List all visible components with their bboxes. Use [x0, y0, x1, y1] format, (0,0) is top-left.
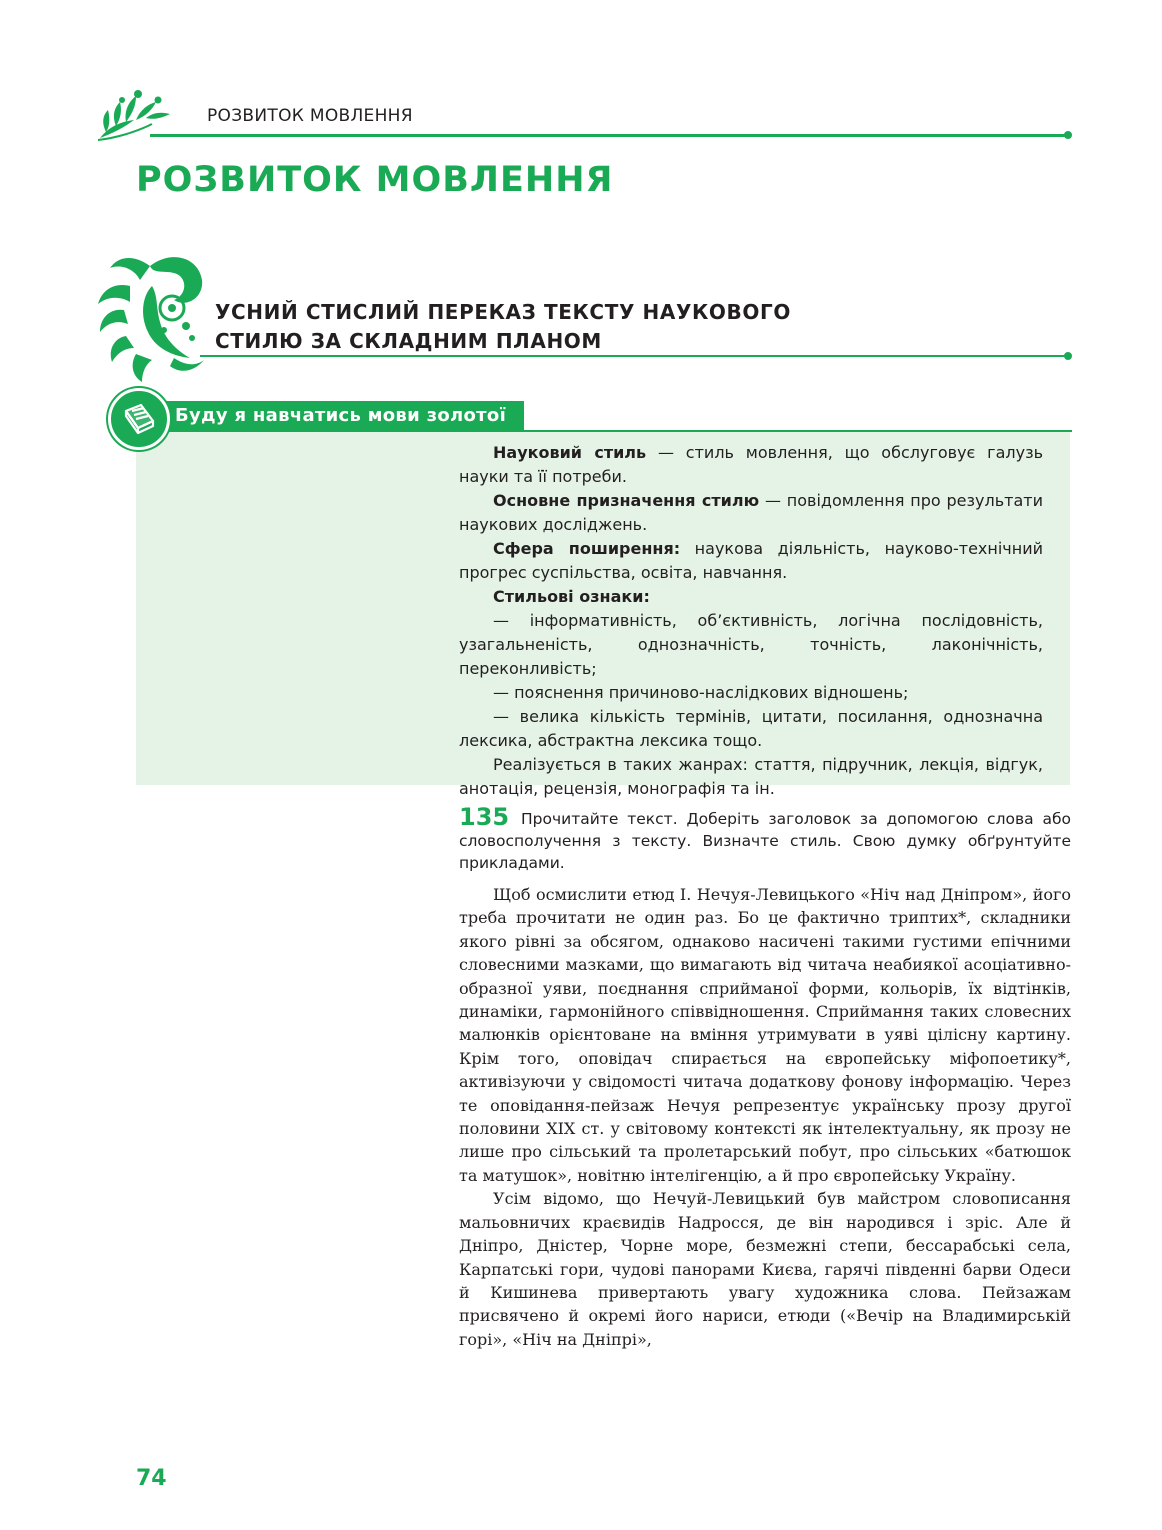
rule-paragraph [459, 585, 1043, 609]
section-title: РОЗВИТОК МОВЛЕННЯ [136, 160, 614, 200]
book-icon [108, 388, 170, 450]
rule-term: Сфера поширення: [493, 539, 681, 558]
rule-paragraph [459, 537, 1043, 585]
rule-list-item: — пояснення причиново-наслідкових відношень; [493, 683, 909, 702]
rule-term: Основне призначення стилю [493, 491, 760, 510]
page-number: 74 [136, 1466, 167, 1491]
rule-definition: наукова діяльність, науково-технічний прогрес суспільства, освіта, навчання. [459, 539, 1043, 582]
topic-divider [200, 355, 1068, 357]
rule-paragraph [459, 489, 1043, 537]
rule-definition: — повідомлення про результати наукових досліджень. [459, 491, 1043, 534]
lesson-topic [215, 298, 915, 356]
rule-list-item: — велика кількість термінів, цитати, посилання, однозначна лексика, абстрактна лексика тощо. [459, 707, 1043, 750]
floral-ornament-icon [90, 246, 208, 386]
lesson-topic-line-2: СТИЛЮ ЗА СКЛАДНИМ ПЛАНОМ [215, 329, 602, 353]
rule-box-divider [520, 430, 1072, 432]
rule-definition: — стиль мовлення, що обслуговує галузь науки та її потреби. [459, 443, 1044, 486]
exercise-number: 135 [459, 803, 510, 831]
text-paragraph: Щоб осмислити етюд І. Нечуя-Левицького «Ніч над Дніпром», його треба прочитати не один раз. Бо це фактично триптих*, складники якого рівні за обсягом, однаково насичені такими густими епічними словесними мазками, що вимагають від читача неабиякої асоціативно-образної уяви, поєднання сприйманої форми, кольорів, їх відтінків, динаміки, гармонійного співвідношення. Сприймання таких словесних малюнків орієнтоване на вміння утримувати в уяві цілісну картину. Крім того, оповідач спирається на європейську міфопоетику*, активізуючи у свідомості читача додаткову фонову інформацію. Через те оповідання-пейзаж Нечуя репрезентує українську прозу другої половини ХІХ ст. у світовому контексті як інтелектуальну, як прозу не лише про сільський та пролетарський побут, про сільських «батюшок та матушок», новітню інтелігенцію, а й про європейську Україну. [459, 885, 1071, 1185]
lesson-topic-line-1: УСНИЙ СТИСЛИЙ ПЕРЕКАЗ ТЕКСТУ НАУКОВОГО [215, 300, 791, 324]
header-divider-dot [1064, 131, 1072, 139]
exercise-task: Прочитайте текст. Доберіть заголовок за допомогою слова або словосполучення з тексту. Визначте стиль. Свою думку обґрунтуйте прикладами. [459, 810, 1071, 872]
running-header: РОЗВИТОК МОВЛЕННЯ [207, 106, 413, 126]
text-paragraph: Усім відомо, що Нечуй-Левицький був майстром словописання мальовничих краєвидів Надросся, де він народився і зріс. Але й Дніпро, Дністер, Чорне море, безмежні степи, бессарабські села, Карпатські гори, чудові панорами Києва, гарячі південні барви Одеси й Кишинева привертають увагу художника слова. Пейзажам присвячено й окремі його нариси, етюди («Вечір на Владимирській горі», «Ніч на Дніпрі», [459, 1189, 1071, 1349]
exercise-text [459, 883, 1071, 1351]
rule-paragraph: Реалізується в таких жанрах: стаття, підручник, лекція, відгук, анотація, рецензія, монографія та ін. [459, 755, 1043, 798]
rule-box-title: Буду я навчатись мови золотої [175, 405, 507, 426]
topic-divider-dot [1064, 352, 1072, 360]
header-divider [150, 134, 1068, 137]
rule-term: Стильові ознаки: [493, 587, 650, 606]
rule-list-item: — інформативність, об’єктивність, логічна послідовність, узагальненість, однозначність, точність, лаконічність, переконливість; [459, 611, 1043, 678]
rule-text [459, 441, 1043, 801]
rule-paragraph [459, 441, 1043, 489]
rule-term: Науковий стиль [493, 443, 647, 462]
